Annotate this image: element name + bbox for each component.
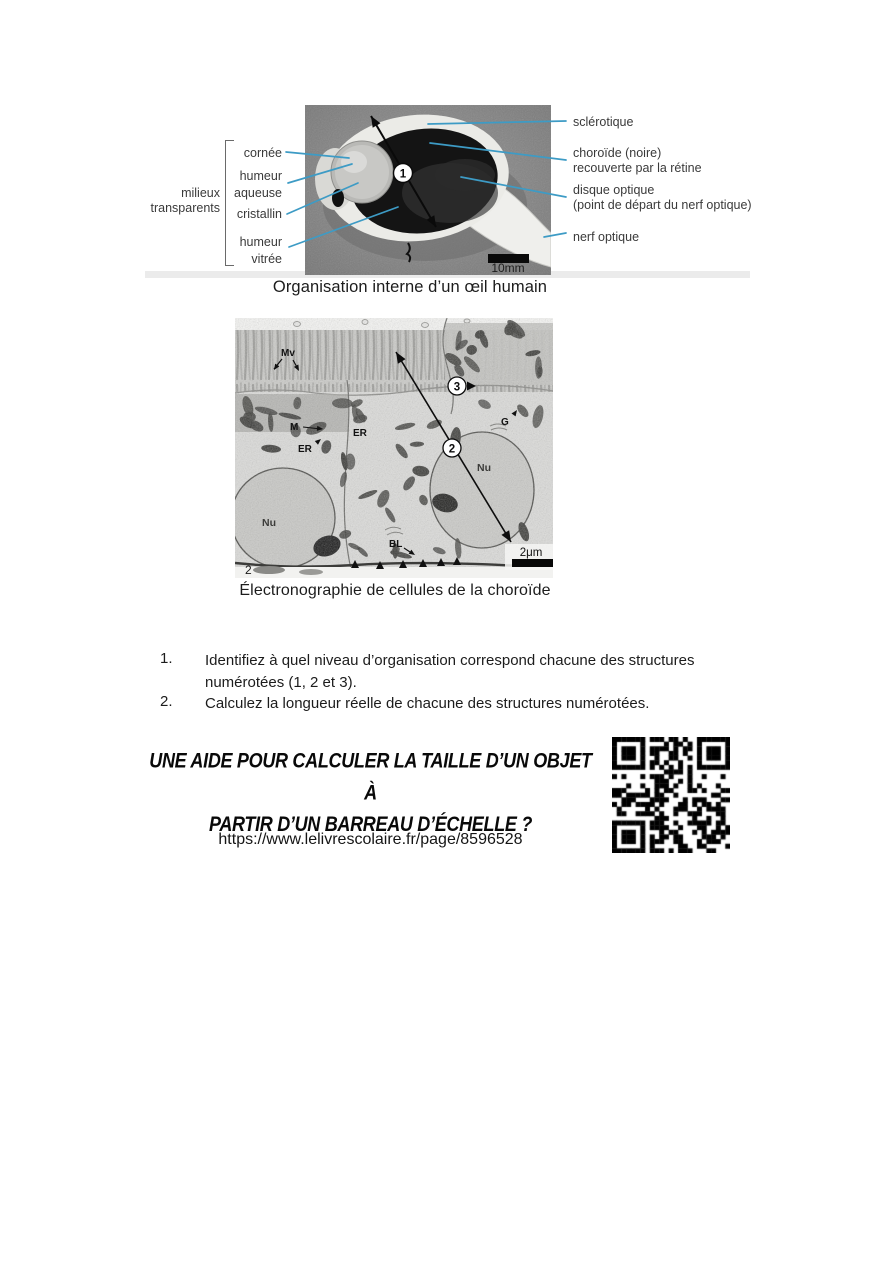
em-label-er1: ER: [298, 444, 312, 455]
label-disque-optique: disque optique (point de départ du nerf optique): [573, 183, 752, 212]
label-cristallin: cristallin: [236, 207, 282, 221]
help-url-link[interactable]: https://www.lelivrescolaire.fr/page/8596528: [218, 831, 523, 848]
em-label-er2: ER: [353, 428, 367, 439]
label-sclerotique: sclérotique: [573, 115, 634, 129]
group-label-line2: transparents: [150, 201, 220, 215]
em-label-mv: Mv: [281, 348, 295, 359]
help-title-line2: PARTIR D’UN BARREAU D’ÉCHELLE ?: [208, 812, 533, 836]
eye-photo: [305, 105, 551, 275]
label-humeur-aqueuse: humeur aqueuse: [234, 169, 282, 200]
scale-bar-label: 10mm: [491, 261, 525, 275]
question-1-text: Identifiez à quel niveau d’organisation correspond chacune des structures numérotées (1, 2 et 3).: [205, 652, 695, 691]
group-label-line1: milieux: [181, 186, 220, 200]
em-scale-label: 2μm: [519, 547, 543, 559]
em-micrograph: [235, 318, 553, 578]
em-figure-caption: Électronographie de cellules de la choroïde: [239, 582, 551, 599]
em-label-nu-left: Nu: [262, 517, 276, 529]
em-label-bl: BL: [389, 539, 403, 550]
help-title-line1: UNE AIDE POUR CALCULER LA TAILLE D’UN OBJET À: [149, 748, 592, 804]
marker-3-number: 3: [453, 381, 461, 394]
eye-figure-caption: Organisation interne d’un œil humain: [272, 278, 548, 296]
label-choroide: choroïde (noire) recouverte par la rétine: [573, 146, 702, 175]
question-2-text: Calculez la longueur réelle de chacune des structures numérotées.: [205, 695, 650, 712]
label-cornee: cornée: [243, 146, 282, 160]
question-1-number: 1.: [160, 650, 173, 667]
marker-2-number: 2: [448, 443, 456, 456]
em-scale-bar: [512, 559, 553, 567]
label-humeur-vitree: humeur vitrée: [239, 235, 282, 266]
label-nerf-optique: nerf optique: [573, 230, 640, 244]
qr-code: [612, 737, 730, 853]
question-2-number: 2.: [160, 693, 173, 710]
em-label-m: M: [290, 422, 299, 433]
em-label-nu-right: Nu: [477, 462, 491, 474]
em-corner-mark: 2: [245, 563, 252, 577]
em-label-g: G: [501, 417, 509, 428]
marker-1-number: 1: [399, 168, 407, 181]
help-title: [148, 745, 593, 841]
